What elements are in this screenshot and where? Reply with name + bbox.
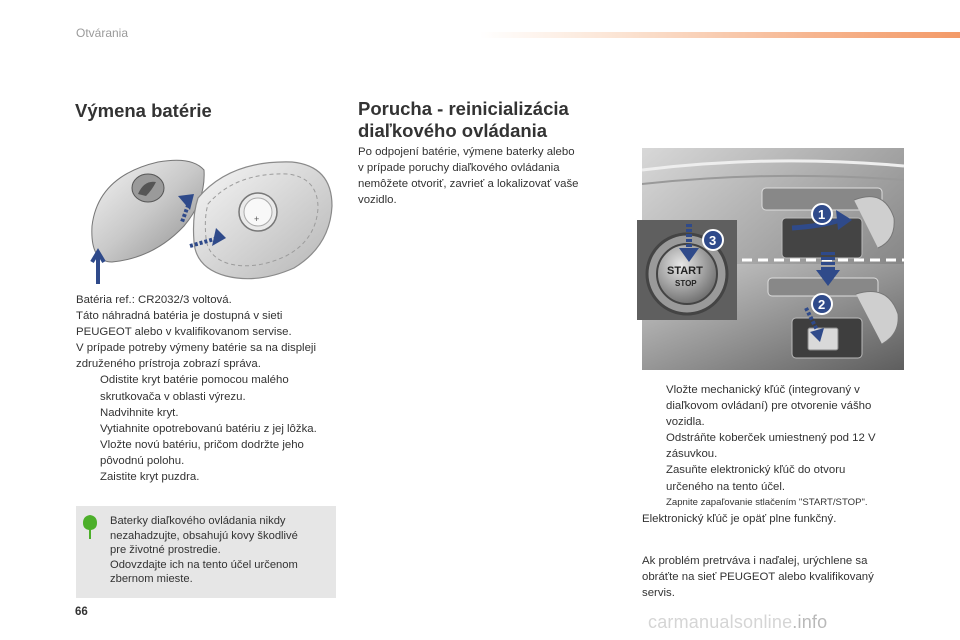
- step-line: Nadvihnite kryt.: [100, 406, 179, 419]
- paragraph-line: nemôžete otvoriť, zavrieť a lokalizovať vaše: [358, 178, 579, 191]
- bullet-icon: [76, 405, 100, 421]
- step-line: Vložte mechanický kľúč (integrovaný v: [666, 384, 860, 396]
- closing-line: Ak problém pretrváva i naďalej, urýchlene sa: [642, 554, 868, 567]
- step-line: pôvodnú polohu.: [100, 454, 185, 467]
- watermark: [648, 612, 827, 633]
- header-accent-bar: [480, 32, 960, 38]
- step-line: Vytiahnite opotrebovanú batériu z jej lôžka.: [100, 422, 317, 435]
- bullet-icon: [76, 372, 100, 404]
- step-line: Zapnite zapaľovanie stlačením "START/STOP".: [666, 496, 868, 508]
- section-title: Otvárania: [76, 26, 129, 40]
- list-item: [642, 430, 917, 462]
- list-item: [642, 382, 917, 430]
- bullet-icon: [76, 469, 100, 485]
- paragraph-line: Batéria ref.: CR2032/3 voltová.: [76, 294, 232, 306]
- reinit-instructions: [642, 382, 917, 601]
- watermark-domain: .info: [792, 612, 828, 632]
- step-3-number: 3: [709, 233, 717, 248]
- step-line: Zasuňte elektronický kľúč do otvoru: [666, 464, 846, 477]
- svg-text:+: +: [254, 214, 260, 224]
- bullet-icon: [642, 462, 666, 494]
- environment-note: [76, 506, 336, 598]
- page-number: 66: [75, 606, 88, 618]
- list-item: [76, 372, 346, 404]
- note-line: nezahadzujte, obsahujú kovy škodlivé: [110, 529, 298, 542]
- battery-instructions: [76, 292, 346, 485]
- closing-line: obráťte na sieť PEUGEOT alebo kvalifikovaný: [642, 570, 874, 583]
- stop-label: STOP: [675, 279, 697, 288]
- start-label: START: [667, 265, 703, 277]
- list-item: [76, 421, 346, 437]
- step-line: Vložte novú batériu, pričom dodržte jeho: [100, 438, 304, 451]
- note-line: Odovzdajte ich na tento účel určenom: [110, 558, 298, 571]
- paragraph-line: Po odpojení batérie, výmene baterky alebo: [358, 146, 575, 158]
- step-line: Zaistite kryt puzdra.: [100, 471, 200, 484]
- note-line: zbernom mieste.: [110, 573, 193, 585]
- bullet-icon: [642, 430, 666, 462]
- bullet-icon: [76, 421, 100, 437]
- note-line: Baterky diaľkového ovládania nikdy: [110, 515, 286, 527]
- start-stop-button-illustration: [637, 220, 737, 320]
- reinit-heading: [358, 98, 569, 142]
- paragraph-line: Táto náhradná batéria je dostupná v sieti: [76, 310, 283, 323]
- bullet-icon: [642, 495, 666, 511]
- result-line: Elektronický kľúč je opäť plne funkčný.: [642, 512, 837, 525]
- list-item: [642, 462, 917, 494]
- step-line: zásuvkou.: [666, 448, 718, 461]
- step-line: vozidla.: [666, 416, 705, 429]
- closing-line: servis.: [642, 587, 675, 600]
- step-2-number: 2: [818, 297, 826, 312]
- list-item: [642, 495, 917, 511]
- heading-line: Porucha - reinicializácia: [358, 98, 569, 119]
- paragraph-line: v prípade poruchy diaľkového ovládania: [358, 162, 560, 175]
- step-1-number: 1: [818, 207, 826, 222]
- note-line: pre životné prostredie.: [110, 544, 221, 556]
- step-line: diaľkovom ovládaní) pre otvorenie vášho: [666, 400, 872, 413]
- tree-icon: [82, 514, 98, 540]
- bullet-icon: [642, 382, 666, 430]
- paragraph-line: PEUGEOT alebo v kvalifikovanom servise.: [76, 326, 292, 339]
- paragraph-line: V prípade potreby výmeny batérie sa na displeji: [76, 342, 316, 355]
- step-line: skrutkovača v oblasti výrezu.: [100, 390, 246, 403]
- watermark-text: carmanualsonline: [648, 612, 793, 632]
- step-line: Odistite kryt batérie pomocou malého: [100, 374, 289, 387]
- step-line: Odstráňte koberček umiestnený pod 12 V: [666, 432, 876, 445]
- bullet-icon: [76, 437, 100, 469]
- heading-line: diaľkového ovládania: [358, 120, 548, 141]
- battery-heading: Výmena batérie: [75, 100, 212, 121]
- list-item: [76, 469, 346, 485]
- paragraph-line: vozidlo.: [358, 194, 397, 207]
- list-item: [76, 437, 346, 469]
- paragraph-line: združeného prístroja zobrazí správa.: [76, 358, 261, 371]
- arrow-up-icon: [92, 252, 104, 284]
- reinit-intro: [358, 144, 598, 208]
- key-fob-illustration: [80, 150, 340, 290]
- step-line: určeného na tento účel.: [666, 480, 786, 493]
- list-item: [76, 405, 346, 421]
